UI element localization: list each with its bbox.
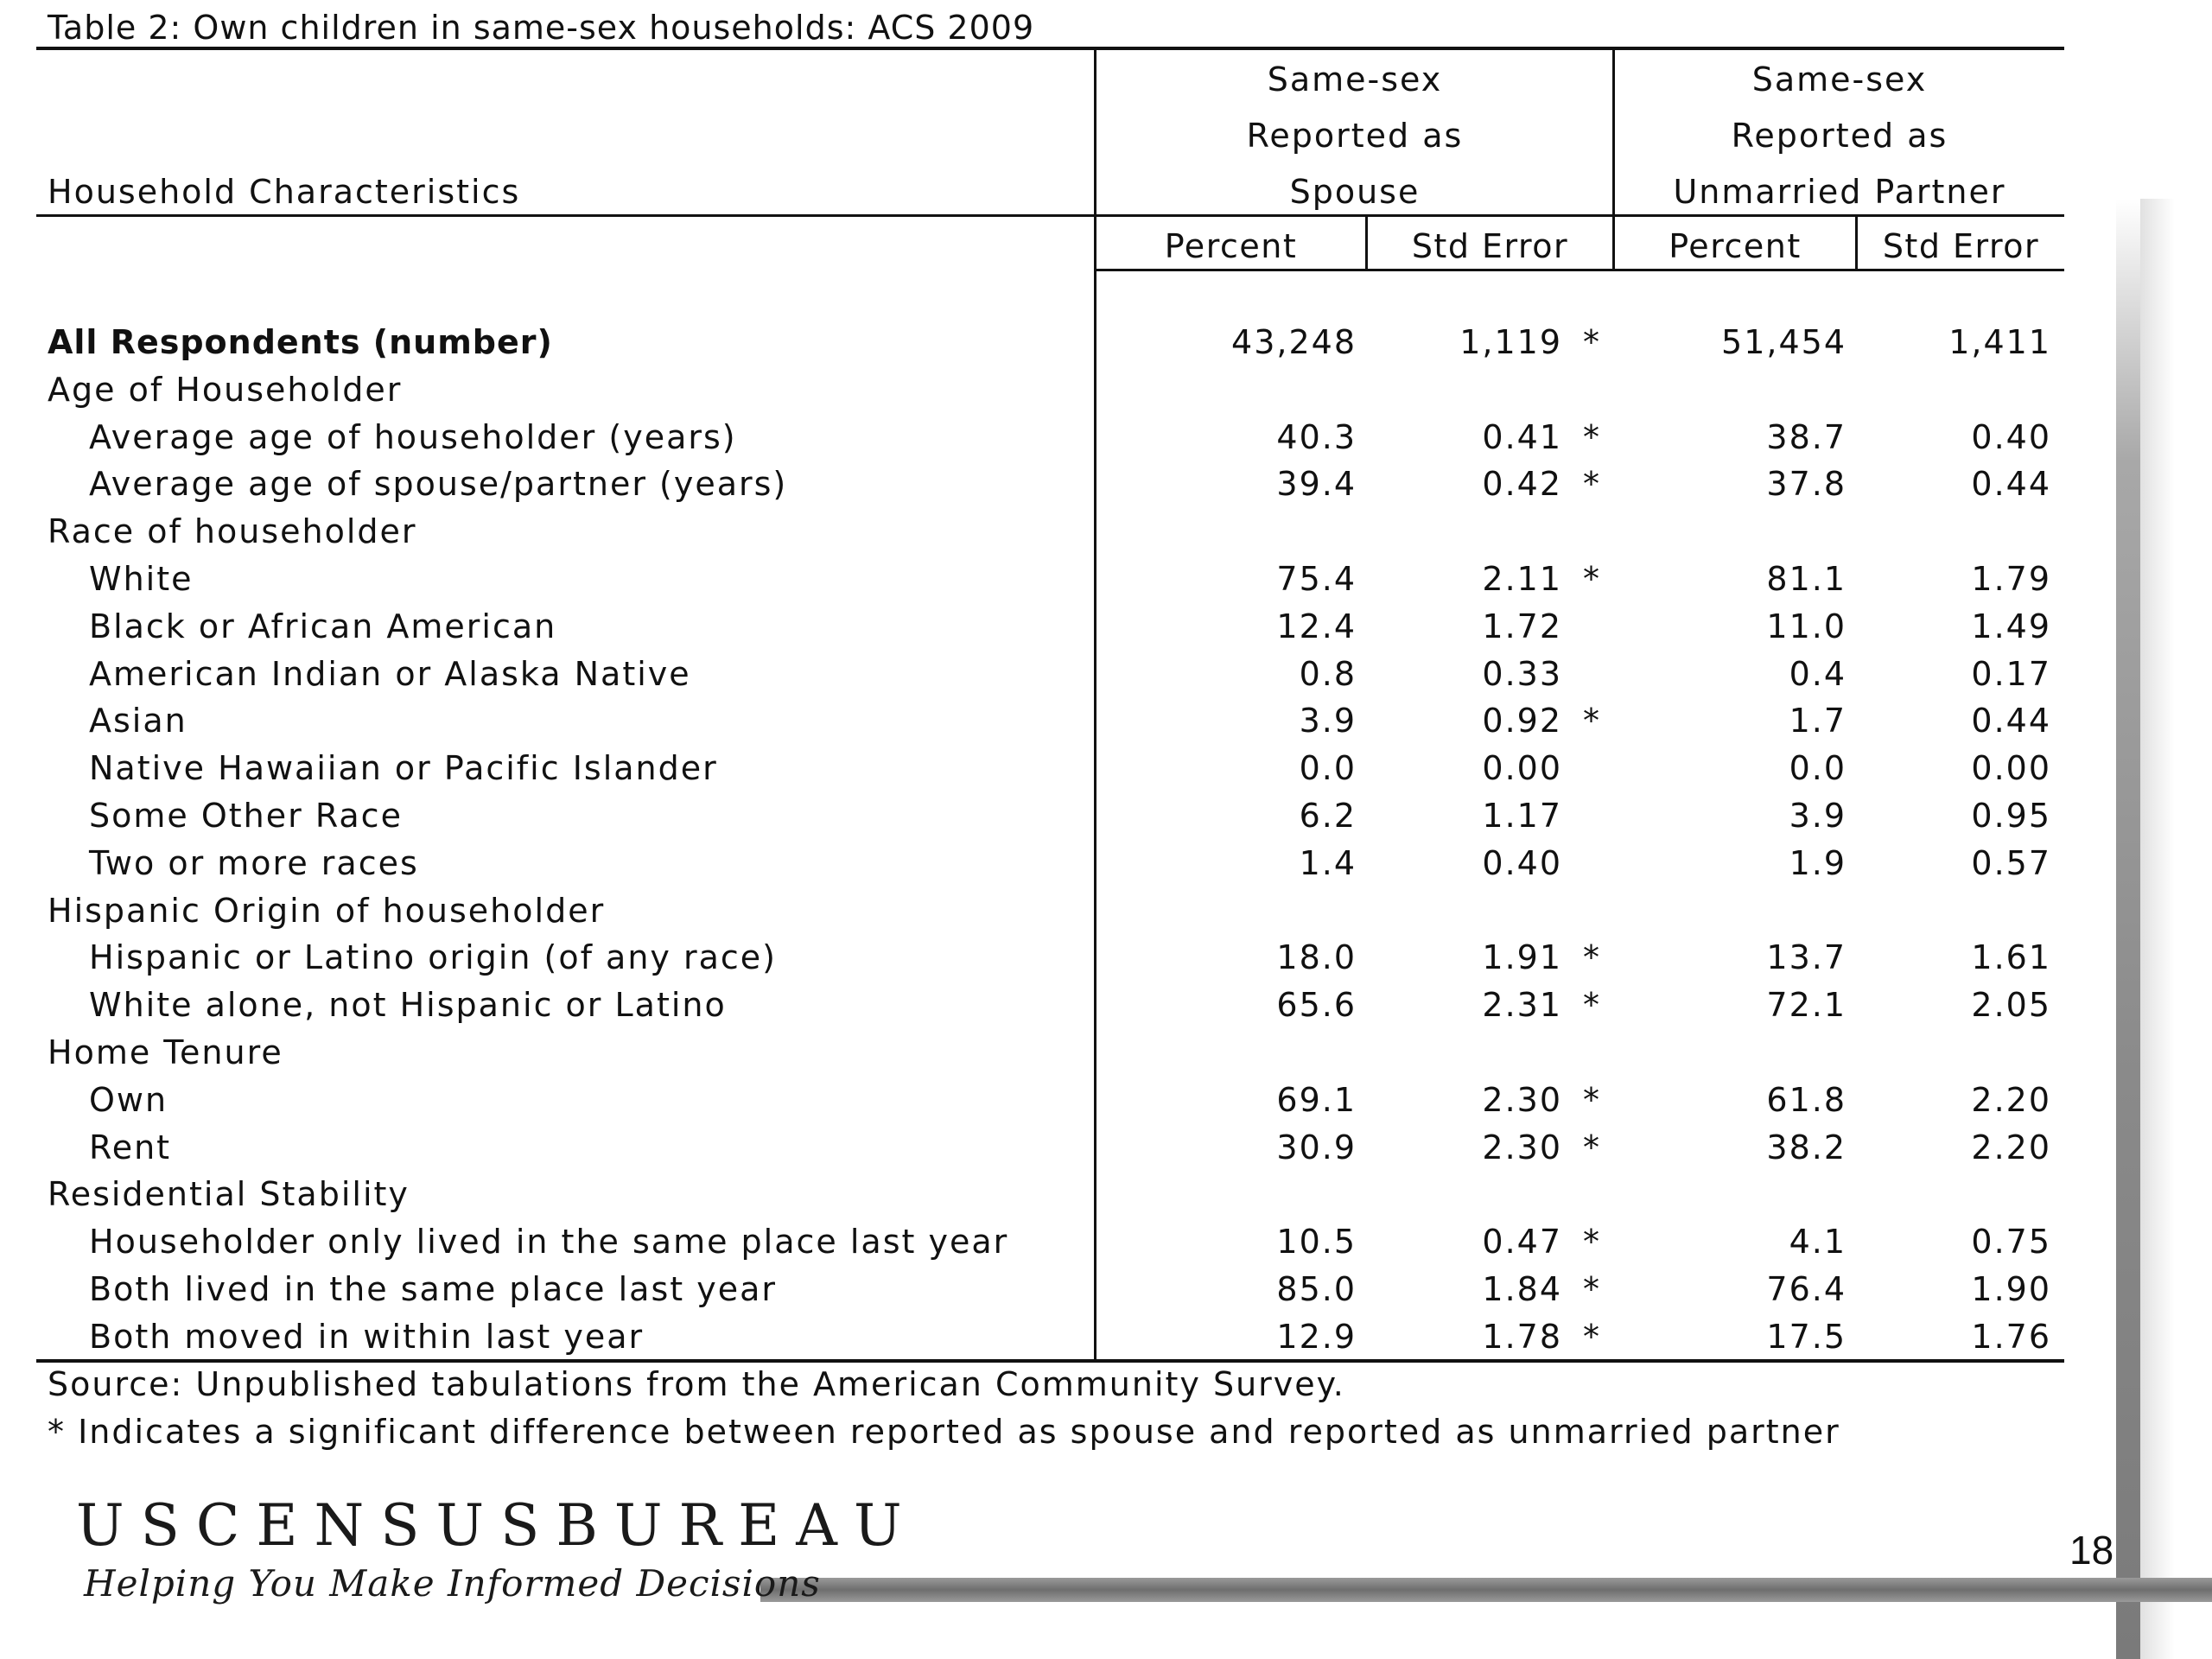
subheader-percent-partner: Percent: [1669, 227, 1802, 265]
table-cell: 0.8: [1299, 655, 1357, 693]
table-cell: 2.30: [1482, 1128, 1562, 1166]
decorative-bar-shadow: [2140, 199, 2175, 1659]
table-cell: 0.40: [1482, 844, 1562, 882]
table-cell: 39.4: [1276, 465, 1357, 503]
table-cell: 3.9: [1789, 797, 1847, 835]
table-cell: 2.20: [1971, 1128, 2051, 1166]
row-label: Asian: [89, 702, 188, 740]
table-cell: 0.00: [1482, 749, 1562, 787]
table-cell: 0.57: [1971, 844, 2051, 882]
row-label: Some Other Race: [89, 797, 403, 835]
row-label: Black or African American: [89, 607, 557, 645]
table-cell: 1.91: [1482, 938, 1562, 976]
table-cell: 0.4: [1789, 655, 1847, 693]
row-label: Two or more races: [89, 844, 419, 882]
table-cell: 1.76: [1971, 1318, 2051, 1356]
row-label: Householder only lived in the same place last year: [89, 1223, 1009, 1261]
row-label: White alone, not Hispanic or Latino: [89, 986, 727, 1024]
census-bureau-logo: USCENSUSBUREAU: [76, 1492, 918, 1559]
table-cell: 17.5: [1766, 1318, 1847, 1356]
table-caption: Table 2: Own children in same-sex households: ACS 2009: [48, 9, 1035, 47]
table-cell: 12.9: [1276, 1318, 1357, 1356]
table-cell: 11.0: [1766, 607, 1847, 645]
table-cell: 4.1: [1789, 1223, 1847, 1261]
table-cell: 1.61: [1971, 938, 2051, 976]
table-cell: 75.4: [1276, 560, 1357, 598]
table-cell: 2.05: [1971, 986, 2051, 1024]
subheader-stderr-spouse: Std Error: [1411, 227, 1569, 265]
row-label: Both moved in within last year: [89, 1318, 645, 1356]
table-cell: 1.4: [1299, 844, 1357, 882]
table-cell: 2.30: [1482, 1081, 1562, 1119]
significance-marker: *: [1583, 1081, 1599, 1119]
table-cell: 12.4: [1276, 607, 1357, 645]
table-cell: 0.0: [1299, 749, 1357, 787]
table-cell: 10.5: [1276, 1223, 1357, 1261]
rule-top: [36, 47, 2064, 50]
logo-tagline: Helping You Make Informed Decisions: [84, 1562, 821, 1605]
rule-header: [36, 214, 2064, 217]
row-header-label: Household Characteristics: [48, 173, 521, 211]
table-cell: 61.8: [1766, 1081, 1847, 1119]
table-cell: 0.42: [1482, 465, 1562, 503]
significance-marker: *: [1583, 1223, 1599, 1261]
significance-marker: *: [1583, 702, 1599, 740]
table-cell: 1.9: [1789, 844, 1847, 882]
row-label: White: [89, 560, 194, 598]
table-cell: 1.90: [1971, 1270, 2051, 1308]
table-cell: 0.44: [1971, 702, 2051, 740]
significance-marker: *: [1583, 1318, 1599, 1356]
table-cell: 51,454: [1721, 323, 1847, 361]
table-cell: 2.11: [1482, 560, 1562, 598]
section-label: Age of Householder: [48, 371, 403, 409]
section-label: Race of householder: [48, 512, 417, 550]
row-label: Both lived in the same place last year: [89, 1270, 777, 1308]
rule-subheader: [1096, 269, 2064, 271]
table-cell: 0.47: [1482, 1223, 1562, 1261]
table-cell: 1,119: [1459, 323, 1562, 361]
table-cell: 1.49: [1971, 607, 2051, 645]
table-cell: 76.4: [1766, 1270, 1847, 1308]
significance-note: * Indicates a significant difference between reported as spouse and reported as unmarried partner: [48, 1413, 1840, 1451]
table-cell: 13.7: [1766, 938, 1847, 976]
table-cell: 37.8: [1766, 465, 1847, 503]
table-cell: 0.40: [1971, 418, 2051, 456]
table-cell: 0.41: [1482, 418, 1562, 456]
table-cell: 0.0: [1789, 749, 1847, 787]
table-cell: 1.78: [1482, 1318, 1562, 1356]
page-number: 18: [2069, 1528, 2114, 1573]
section-label: Residential Stability: [48, 1175, 410, 1213]
rule-bottom: [36, 1359, 2064, 1363]
table-cell: 85.0: [1276, 1270, 1357, 1308]
table-cell: 1.79: [1971, 560, 2051, 598]
significance-marker: *: [1583, 938, 1599, 976]
row-label: Average age of householder (years): [89, 418, 737, 456]
significance-marker: *: [1583, 560, 1599, 598]
table-cell: 0.92: [1482, 702, 1562, 740]
table-cell: 0.33: [1482, 655, 1562, 693]
table-cell: 69.1: [1276, 1081, 1357, 1119]
table-cell: 0.75: [1971, 1223, 2051, 1261]
significance-marker: *: [1583, 465, 1599, 503]
subheader-percent-spouse: Percent: [1164, 227, 1298, 265]
table-cell: 18.0: [1276, 938, 1357, 976]
section-label: All Respondents (number): [48, 323, 553, 361]
row-label: Native Hawaiian or Pacific Islander: [89, 749, 718, 787]
group-header-line: Reported as: [1731, 117, 1948, 155]
table-cell: 2.31: [1482, 986, 1562, 1024]
table-cell: 38.2: [1766, 1128, 1847, 1166]
group-header-line: Same-sex: [1267, 60, 1443, 99]
section-label: Home Tenure: [48, 1033, 283, 1071]
significance-marker: *: [1583, 1128, 1599, 1166]
table-cell: 72.1: [1766, 986, 1847, 1024]
row-label: Own: [89, 1081, 168, 1119]
table-cell: 40.3: [1276, 418, 1357, 456]
row-label: Rent: [89, 1128, 172, 1166]
table-cell: 43,248: [1231, 323, 1357, 361]
source-note: Source: Unpublished tabulations from the American Community Survey.: [48, 1365, 1345, 1403]
table-cell: 1,411: [1948, 323, 2051, 361]
decorative-bar-vertical: [2116, 199, 2140, 1659]
table-cell: 1.72: [1482, 607, 1562, 645]
row-label: American Indian or Alaska Native: [89, 655, 691, 693]
row-label: Hispanic or Latino origin (of any race): [89, 938, 777, 976]
group-header-line: Spouse: [1289, 173, 1421, 211]
table-cell: 81.1: [1766, 560, 1847, 598]
table-cell: 1.7: [1789, 702, 1847, 740]
significance-marker: *: [1583, 323, 1599, 361]
table-cell: 0.95: [1971, 797, 2051, 835]
decorative-bar-horizontal: [760, 1578, 2212, 1602]
table-cell: 6.2: [1299, 797, 1357, 835]
row-label: Average age of spouse/partner (years): [89, 465, 788, 503]
table-cell: 2.20: [1971, 1081, 2051, 1119]
table-cell: 65.6: [1276, 986, 1357, 1024]
group-header-line: Unmarried Partner: [1673, 173, 2006, 211]
significance-marker: *: [1583, 1270, 1599, 1308]
section-label: Hispanic Origin of householder: [48, 892, 606, 930]
table-cell: 0.44: [1971, 465, 2051, 503]
significance-marker: *: [1583, 418, 1599, 456]
table-cell: 1.84: [1482, 1270, 1562, 1308]
subheader-stderr-partner: Std Error: [1882, 227, 2040, 265]
table-cell: 3.9: [1299, 702, 1357, 740]
group-header-line: Same-sex: [1751, 60, 1928, 99]
table-cell: 0.17: [1971, 655, 2051, 693]
table-cell: 1.17: [1482, 797, 1562, 835]
table-cell: 0.00: [1971, 749, 2051, 787]
significance-marker: *: [1583, 986, 1599, 1024]
table-cell: 30.9: [1276, 1128, 1357, 1166]
group-header-line: Reported as: [1246, 117, 1464, 155]
table-cell: 38.7: [1766, 418, 1847, 456]
